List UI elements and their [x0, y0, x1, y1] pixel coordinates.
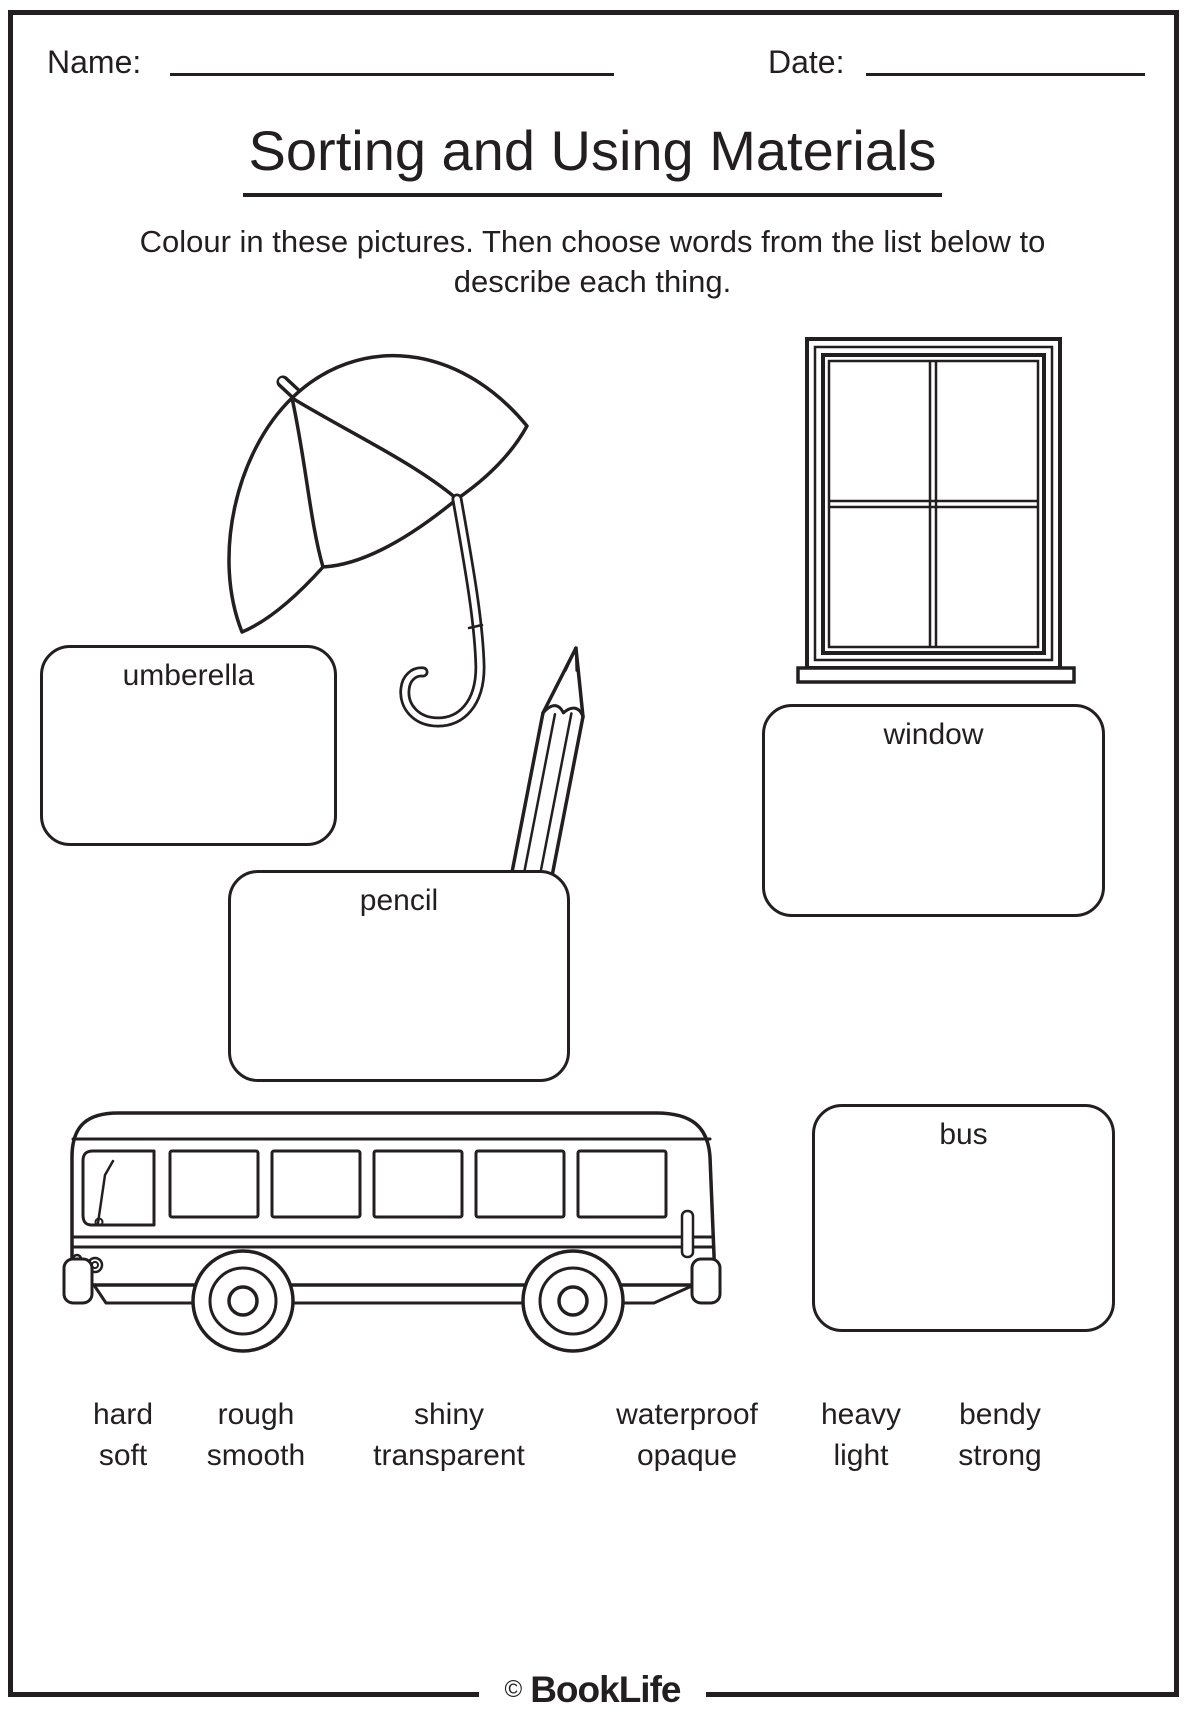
word-light: light — [833, 1439, 889, 1472]
word-smooth: smooth — [206, 1439, 306, 1472]
bus-rear-bumper — [692, 1259, 720, 1303]
window-outer-frame — [807, 339, 1060, 668]
pencil-box-label: pencil — [359, 884, 439, 917]
bus-front-bumper — [64, 1259, 92, 1303]
word-opaque: opaque — [636, 1439, 738, 1472]
word-waterproof: waterproof — [616, 1398, 758, 1431]
word-hard: hard — [92, 1398, 154, 1431]
umbrella-handle — [405, 499, 480, 722]
word-bank-column-4 — [616, 1394, 758, 1476]
word-bendy: bendy — [959, 1398, 1041, 1431]
window-drawing[interactable] — [795, 335, 1077, 687]
umbrella-answer-box[interactable] — [40, 645, 337, 846]
window-sill — [798, 668, 1074, 682]
word-heavy: heavy — [820, 1398, 902, 1431]
bus-front-wheel — [193, 1251, 293, 1351]
word-bank-column-5 — [821, 1394, 901, 1476]
bus-answer-box[interactable] — [812, 1104, 1115, 1332]
instructions — [0, 222, 1185, 302]
window-box-label: window — [883, 718, 984, 751]
word-bank-column-6 — [958, 1394, 1041, 1476]
name-label: Name: — [47, 44, 142, 80]
word-bank-column-1 — [93, 1394, 153, 1476]
instructions-line-1: Colour in these pictures. Then choose words from the list below to — [139, 224, 1046, 259]
window-answer-box[interactable] — [762, 704, 1105, 917]
bus-rear-wheel — [523, 1251, 623, 1351]
bus-drawing[interactable] — [58, 1105, 738, 1355]
date-label: Date: — [768, 44, 845, 80]
pencil-graphite — [565, 647, 575, 672]
page-title: Sorting and Using Materials — [243, 118, 943, 197]
bus-box-label: bus — [939, 1118, 988, 1151]
word-strong: strong — [958, 1439, 1042, 1472]
word-soft: soft — [98, 1439, 148, 1472]
booklife-logo — [479, 1666, 707, 1714]
word-transparent: transparent — [373, 1439, 525, 1472]
date-input-line[interactable] — [866, 73, 1145, 76]
word-shiny: shiny — [413, 1398, 485, 1431]
word-bank-column-3 — [373, 1394, 525, 1476]
pencil-answer-box[interactable] — [228, 870, 570, 1082]
word-bank-column-2 — [207, 1394, 305, 1476]
instructions-line-2: describe each thing. — [453, 264, 732, 299]
umbrella-box-label: umberella — [122, 659, 255, 692]
name-input-line[interactable] — [170, 73, 614, 76]
copyright-icon: © — [504, 1676, 523, 1703]
umbrella-canopy[interactable] — [229, 356, 527, 632]
word-rough: rough — [217, 1398, 295, 1431]
booklife-brand-text: BookLife — [530, 1669, 681, 1710]
